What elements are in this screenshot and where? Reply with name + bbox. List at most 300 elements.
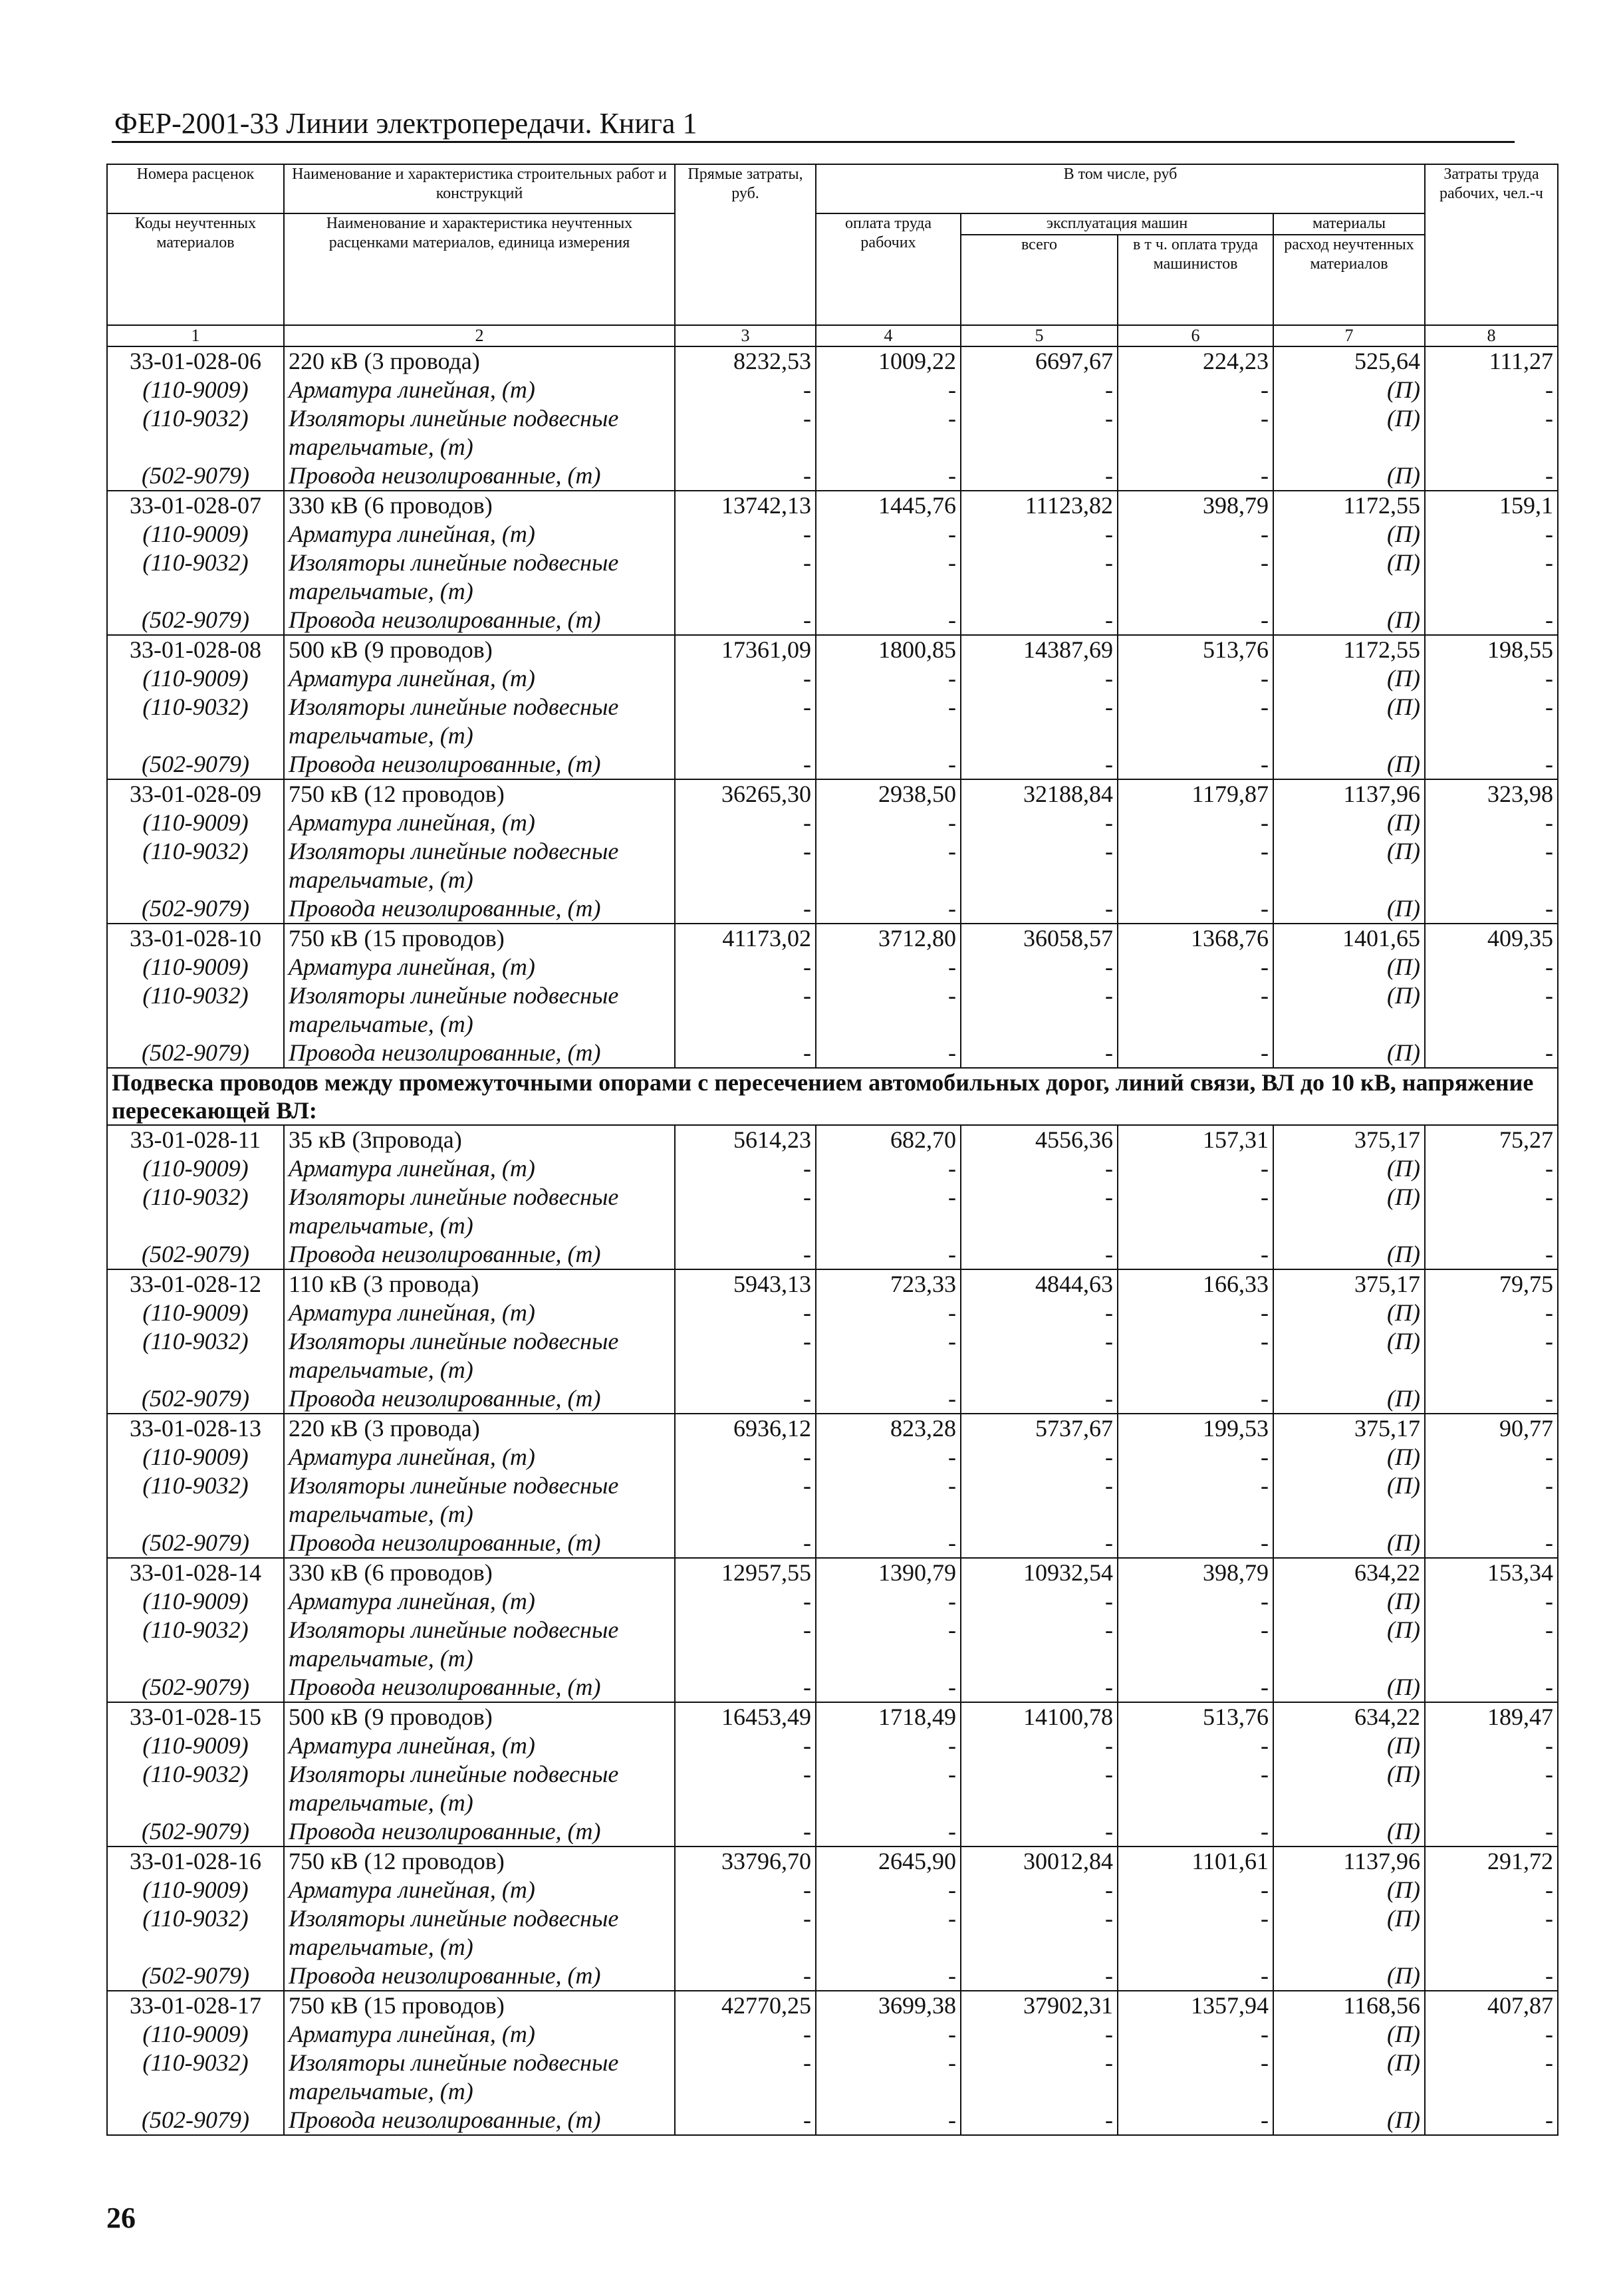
rate-name: 35 кВ (3провода)	[284, 1125, 675, 1154]
empty-value	[675, 1212, 816, 1240]
material-row	[107, 750, 1558, 779]
material-row	[107, 1443, 1558, 1471]
empty-value: -	[816, 2020, 961, 2049]
empty-value: -	[1118, 837, 1273, 866]
rate-name: 500 кВ (9 проводов)	[284, 1702, 675, 1731]
material-code	[107, 433, 284, 461]
material-row	[107, 2020, 1558, 2049]
material-name: Провода неизолированные, (т)	[284, 1039, 675, 1068]
material-row	[107, 1356, 1558, 1384]
empty-value: -	[816, 837, 961, 866]
material-p-mark: (П)	[1273, 1760, 1425, 1789]
material-name: Арматура линейная, (т)	[284, 1876, 675, 1904]
material-row	[107, 894, 1558, 924]
rate-code: 33-01-028-16	[107, 1847, 284, 1876]
material-p-mark: (П)	[1273, 809, 1425, 837]
empty-value: -	[1118, 1817, 1273, 1847]
empty-value: -	[961, 1240, 1118, 1269]
material-row	[107, 1587, 1558, 1616]
material-row	[107, 404, 1558, 433]
empty-value: -	[675, 809, 816, 837]
empty-value: -	[816, 1327, 961, 1356]
table-body-group-a	[107, 346, 1558, 1068]
material-p-mark	[1273, 577, 1425, 606]
material-code: (502-9079)	[107, 1039, 284, 1068]
empty-value	[675, 1933, 816, 1962]
empty-value: -	[961, 664, 1118, 693]
material-name: Провода неизолированные, (т)	[284, 2106, 675, 2135]
empty-value: -	[816, 376, 961, 404]
section-title: Подвеска проводов между промежуточными опорами с пересечением автомобильных дорог, линий связи, ВЛ до 10 кВ, напряжение пересекающей ВЛ:	[107, 1068, 1558, 1125]
empty-value: -	[816, 2049, 961, 2077]
rate-code: 33-01-028-14	[107, 1558, 284, 1587]
empty-value: -	[1425, 664, 1558, 693]
rate-name: 220 кВ (3 провода)	[284, 1414, 675, 1443]
empty-value	[1118, 433, 1273, 461]
material-name: Арматура линейная, (т)	[284, 1299, 675, 1327]
head-direct-costs: Прямые затраты, руб.	[675, 164, 816, 325]
empty-value: -	[1425, 404, 1558, 433]
empty-value: -	[1425, 1962, 1558, 1991]
empty-value: -	[1425, 1240, 1558, 1269]
material-name: тарельчатые, (т)	[284, 433, 675, 461]
empty-value: -	[816, 1299, 961, 1327]
empty-value: -	[675, 1327, 816, 1356]
empty-value: -	[816, 1616, 961, 1644]
empty-value: -	[675, 2020, 816, 2049]
rate-row	[107, 924, 1558, 953]
empty-value: -	[961, 1154, 1118, 1183]
empty-value: -	[675, 1904, 816, 1933]
head-drivers-pay: в т ч. оплата труда машинистов	[1118, 235, 1273, 325]
material-name: тарельчатые, (т)	[284, 577, 675, 606]
empty-value: -	[675, 376, 816, 404]
material-p-mark: (П)	[1273, 953, 1425, 981]
material-code: (502-9079)	[107, 606, 284, 635]
material-row	[107, 664, 1558, 693]
empty-value: -	[1425, 549, 1558, 577]
empty-value	[1118, 577, 1273, 606]
empty-value: -	[1118, 1384, 1273, 1414]
rate-code: 33-01-028-11	[107, 1125, 284, 1154]
empty-value	[816, 1010, 961, 1039]
material-row	[107, 1500, 1558, 1529]
material-name: тарельчатые, (т)	[284, 1644, 675, 1673]
empty-value: -	[816, 1039, 961, 1068]
empty-value: -	[675, 981, 816, 1010]
material-p-mark: (П)	[1273, 1731, 1425, 1760]
empty-value: -	[1425, 1327, 1558, 1356]
empty-value: -	[1425, 1154, 1558, 1183]
drivers-pay-value: 157,31	[1118, 1125, 1273, 1154]
material-row	[107, 1183, 1558, 1212]
material-row	[107, 1673, 1558, 1702]
empty-value: -	[1118, 1587, 1273, 1616]
material-p-mark: (П)	[1273, 520, 1425, 549]
empty-value: -	[816, 1529, 961, 1558]
material-row	[107, 461, 1558, 491]
workers-pay-value: 682,70	[816, 1125, 961, 1154]
table-body-group-b	[107, 1125, 1558, 2135]
empty-value: -	[961, 1817, 1118, 1847]
empty-value: -	[1425, 1587, 1558, 1616]
material-code: (110-9009)	[107, 664, 284, 693]
material-code: (502-9079)	[107, 1529, 284, 1558]
empty-value: -	[816, 953, 961, 981]
material-code: (502-9079)	[107, 1240, 284, 1269]
empty-value	[961, 1789, 1118, 1817]
empty-value	[1425, 1356, 1558, 1384]
empty-value: -	[1118, 376, 1273, 404]
material-p-mark	[1273, 2077, 1425, 2106]
empty-value: -	[1118, 1154, 1273, 1183]
empty-value: -	[675, 1587, 816, 1616]
rate-row	[107, 779, 1558, 809]
empty-value: -	[1118, 1731, 1273, 1760]
rate-name: 750 кВ (12 проводов)	[284, 1847, 675, 1876]
empty-value: -	[675, 693, 816, 721]
empty-value: -	[961, 2106, 1118, 2135]
empty-value	[1118, 1789, 1273, 1817]
material-row	[107, 981, 1558, 1010]
material-name: Провода неизолированные, (т)	[284, 1962, 675, 1991]
rate-row	[107, 1558, 1558, 1587]
material-row	[107, 520, 1558, 549]
material-code: (110-9032)	[107, 1904, 284, 1933]
empty-value: -	[1425, 2106, 1558, 2135]
material-row	[107, 721, 1558, 750]
rate-name: 750 кВ (15 проводов)	[284, 924, 675, 953]
material-code	[107, 1933, 284, 1962]
machines-total-value: 4844,63	[961, 1269, 1118, 1299]
head-rate-numbers: Номера расценок	[107, 164, 284, 213]
rate-name: 330 кВ (6 проводов)	[284, 1558, 675, 1587]
empty-value: -	[675, 1384, 816, 1414]
empty-value	[1425, 577, 1558, 606]
material-name: Провода неизолированные, (т)	[284, 1240, 675, 1269]
materials-value: 634,22	[1273, 1702, 1425, 1731]
empty-value	[1118, 1010, 1273, 1039]
head-workers-pay: оплата труда рабочих	[816, 213, 961, 325]
head-machines-total: всего	[961, 235, 1118, 325]
material-row	[107, 2106, 1558, 2135]
material-name: тарельчатые, (т)	[284, 1010, 675, 1039]
empty-value: -	[816, 461, 961, 491]
material-p-mark: (П)	[1273, 1384, 1425, 1414]
empty-value	[675, 433, 816, 461]
empty-value	[961, 1500, 1118, 1529]
material-name: Провода неизолированные, (т)	[284, 1673, 675, 1702]
material-p-mark: (П)	[1273, 2106, 1425, 2135]
empty-value: -	[1118, 1876, 1273, 1904]
material-name: Изоляторы линейные подвесные	[284, 1183, 675, 1212]
empty-value	[1425, 1010, 1558, 1039]
materials-value: 375,17	[1273, 1125, 1425, 1154]
empty-value: -	[1425, 376, 1558, 404]
direct-costs-value: 5614,23	[675, 1125, 816, 1154]
material-p-mark: (П)	[1273, 1616, 1425, 1644]
head-materials: материалы	[1273, 213, 1425, 235]
material-row	[107, 433, 1558, 461]
drivers-pay-value: 398,79	[1118, 1558, 1273, 1587]
empty-value: -	[1425, 750, 1558, 779]
workers-pay-value: 823,28	[816, 1414, 961, 1443]
empty-value: -	[961, 606, 1118, 635]
material-row	[107, 1299, 1558, 1327]
rate-row	[107, 1702, 1558, 1731]
empty-value: -	[816, 981, 961, 1010]
material-name: Изоляторы линейные подвесные	[284, 1471, 675, 1500]
rate-row	[107, 346, 1558, 376]
direct-costs-value: 33796,70	[675, 1847, 816, 1876]
empty-value: -	[675, 1760, 816, 1789]
empty-value: -	[816, 1240, 961, 1269]
material-name: Провода неизолированные, (т)	[284, 750, 675, 779]
material-code	[107, 577, 284, 606]
machines-total-value: 32188,84	[961, 779, 1118, 809]
direct-costs-value: 42770,25	[675, 1991, 816, 2020]
empty-value: -	[816, 1673, 961, 1702]
empty-value	[816, 721, 961, 750]
drivers-pay-value: 224,23	[1118, 346, 1273, 376]
empty-value	[675, 1789, 816, 1817]
empty-value: -	[675, 1876, 816, 1904]
empty-value	[1118, 1500, 1273, 1529]
material-code	[107, 1356, 284, 1384]
empty-value: -	[1425, 1904, 1558, 1933]
labor-hours-value: 79,75	[1425, 1269, 1558, 1299]
empty-value: -	[961, 809, 1118, 837]
empty-value: -	[1118, 894, 1273, 924]
material-row	[107, 1731, 1558, 1760]
machines-total-value: 4556,36	[961, 1125, 1118, 1154]
labor-hours-value: 75,27	[1425, 1125, 1558, 1154]
material-row	[107, 2077, 1558, 2106]
empty-value: -	[1118, 520, 1273, 549]
empty-value: -	[961, 1760, 1118, 1789]
direct-costs-value: 41173,02	[675, 924, 816, 953]
empty-value	[675, 1500, 816, 1529]
material-row	[107, 1212, 1558, 1240]
empty-value: -	[1425, 2020, 1558, 2049]
empty-value: -	[816, 693, 961, 721]
empty-value: -	[675, 1039, 816, 1068]
material-code: (110-9009)	[107, 953, 284, 981]
empty-value	[1118, 1644, 1273, 1673]
table-head	[107, 164, 1558, 346]
material-code	[107, 1500, 284, 1529]
empty-value: -	[675, 1731, 816, 1760]
workers-pay-value: 2938,50	[816, 779, 961, 809]
empty-value: -	[675, 1673, 816, 1702]
empty-value: -	[961, 2049, 1118, 2077]
material-p-mark: (П)	[1273, 404, 1425, 433]
empty-value: -	[1425, 1616, 1558, 1644]
workers-pay-value: 2645,90	[816, 1847, 961, 1876]
material-code	[107, 1212, 284, 1240]
empty-value: -	[1425, 953, 1558, 981]
material-code: (110-9032)	[107, 981, 284, 1010]
empty-value: -	[961, 1673, 1118, 1702]
material-name: Арматура линейная, (т)	[284, 1443, 675, 1471]
labor-hours-value: 189,47	[1425, 1702, 1558, 1731]
empty-value: -	[675, 837, 816, 866]
empty-value	[1425, 1933, 1558, 1962]
empty-value: -	[816, 2106, 961, 2135]
material-code: (502-9079)	[107, 894, 284, 924]
empty-value: -	[1118, 1904, 1273, 1933]
material-p-mark	[1273, 866, 1425, 894]
empty-value: -	[816, 520, 961, 549]
material-p-mark: (П)	[1273, 1299, 1425, 1327]
material-code: (110-9032)	[107, 837, 284, 866]
materials-value: 375,17	[1273, 1414, 1425, 1443]
material-code	[107, 1010, 284, 1039]
empty-value	[961, 721, 1118, 750]
material-row	[107, 1876, 1558, 1904]
material-p-mark: (П)	[1273, 1443, 1425, 1471]
empty-value: -	[675, 404, 816, 433]
head-machines: эксплуатация машин	[961, 213, 1273, 235]
empty-value: -	[1118, 1039, 1273, 1068]
col-number: 6	[1118, 325, 1273, 346]
empty-value: -	[675, 520, 816, 549]
materials-value: 634,22	[1273, 1558, 1425, 1587]
head-material-name: Наименование и характеристика неучтенных расценками материалов, единица измерения	[284, 213, 675, 325]
material-name: Провода неизолированные, (т)	[284, 1384, 675, 1414]
empty-value: -	[816, 1443, 961, 1471]
empty-value: -	[675, 1529, 816, 1558]
material-name: Провода неизолированные, (т)	[284, 461, 675, 491]
direct-costs-value: 12957,55	[675, 1558, 816, 1587]
material-name: Арматура линейная, (т)	[284, 1154, 675, 1183]
material-p-mark: (П)	[1273, 750, 1425, 779]
empty-value	[1118, 1933, 1273, 1962]
material-row	[107, 606, 1558, 635]
rate-row	[107, 1125, 1558, 1154]
material-code	[107, 1644, 284, 1673]
empty-value	[675, 721, 816, 750]
empty-value: -	[1118, 1183, 1273, 1212]
empty-value: -	[961, 1731, 1118, 1760]
material-p-mark	[1273, 1500, 1425, 1529]
empty-value	[1425, 721, 1558, 750]
machines-total-value: 6697,67	[961, 346, 1118, 376]
rate-name: 110 кВ (3 провода)	[284, 1269, 675, 1299]
rate-code: 33-01-028-12	[107, 1269, 284, 1299]
material-p-mark: (П)	[1273, 1183, 1425, 1212]
material-name: Провода неизолированные, (т)	[284, 1817, 675, 1847]
material-code: (110-9032)	[107, 693, 284, 721]
direct-costs-value: 36265,30	[675, 779, 816, 809]
empty-value: -	[1118, 750, 1273, 779]
empty-value	[1425, 866, 1558, 894]
col-number: 8	[1425, 325, 1558, 346]
material-code: (502-9079)	[107, 2106, 284, 2135]
empty-value	[1425, 2077, 1558, 2106]
material-name: тарельчатые, (т)	[284, 1212, 675, 1240]
machines-total-value: 10932,54	[961, 1558, 1118, 1587]
empty-value	[816, 1212, 961, 1240]
material-code: (110-9009)	[107, 1299, 284, 1327]
labor-hours-value: 407,87	[1425, 1991, 1558, 2020]
labor-hours-value: 90,77	[1425, 1414, 1558, 1443]
empty-value: -	[961, 981, 1118, 1010]
empty-value: -	[675, 1299, 816, 1327]
empty-value: -	[816, 404, 961, 433]
material-code: (110-9009)	[107, 520, 284, 549]
drivers-pay-value: 513,76	[1118, 635, 1273, 664]
material-name: Изоляторы линейные подвесные	[284, 1904, 675, 1933]
empty-value: -	[961, 1904, 1118, 1933]
empty-value: -	[1118, 1673, 1273, 1702]
material-code: (502-9079)	[107, 750, 284, 779]
material-p-mark: (П)	[1273, 606, 1425, 635]
material-p-mark: (П)	[1273, 1529, 1425, 1558]
empty-value	[675, 1356, 816, 1384]
materials-value: 1172,55	[1273, 491, 1425, 520]
material-code	[107, 1789, 284, 1817]
empty-value: -	[675, 461, 816, 491]
empty-value: -	[961, 1876, 1118, 1904]
rate-name: 220 кВ (3 провода)	[284, 346, 675, 376]
material-p-mark: (П)	[1273, 1327, 1425, 1356]
material-name: Изоляторы линейные подвесные	[284, 1760, 675, 1789]
empty-value: -	[1425, 894, 1558, 924]
material-p-mark: (П)	[1273, 664, 1425, 693]
col-number: 1	[107, 325, 284, 346]
empty-value: -	[1118, 953, 1273, 981]
material-name: Провода неизолированные, (т)	[284, 606, 675, 635]
labor-hours-value: 323,98	[1425, 779, 1558, 809]
material-p-mark: (П)	[1273, 1876, 1425, 1904]
empty-value: -	[1118, 1240, 1273, 1269]
empty-value: -	[961, 461, 1118, 491]
material-code: (110-9032)	[107, 1616, 284, 1644]
material-code: (110-9009)	[107, 809, 284, 837]
machines-total-value: 14387,69	[961, 635, 1118, 664]
material-row	[107, 1644, 1558, 1673]
empty-value: -	[816, 894, 961, 924]
material-name: Изоляторы линейные подвесные	[284, 1616, 675, 1644]
head-work-name: Наименование и характеристика строительных работ и конструкций	[284, 164, 675, 213]
material-name: Провода неизолированные, (т)	[284, 894, 675, 924]
material-p-mark: (П)	[1273, 1587, 1425, 1616]
empty-value	[961, 1212, 1118, 1240]
empty-value: -	[961, 1443, 1118, 1471]
empty-value: -	[1118, 2106, 1273, 2135]
material-p-mark: (П)	[1273, 894, 1425, 924]
col-number: 4	[816, 325, 961, 346]
workers-pay-value: 3712,80	[816, 924, 961, 953]
empty-value	[816, 1644, 961, 1673]
direct-costs-value: 16453,49	[675, 1702, 816, 1731]
rate-name: 500 кВ (9 проводов)	[284, 635, 675, 664]
rate-code: 33-01-028-15	[107, 1702, 284, 1731]
labor-hours-value: 159,1	[1425, 491, 1558, 520]
rates-table	[106, 164, 1559, 2136]
empty-value: -	[1118, 1962, 1273, 1991]
machines-total-value: 11123,82	[961, 491, 1118, 520]
direct-costs-value: 17361,09	[675, 635, 816, 664]
material-code: (502-9079)	[107, 1673, 284, 1702]
material-code: (110-9009)	[107, 2020, 284, 2049]
empty-value: -	[1425, 1876, 1558, 1904]
materials-value: 1172,55	[1273, 635, 1425, 664]
empty-value: -	[816, 750, 961, 779]
labor-hours-value: 291,72	[1425, 1847, 1558, 1876]
drivers-pay-value: 1179,87	[1118, 779, 1273, 809]
